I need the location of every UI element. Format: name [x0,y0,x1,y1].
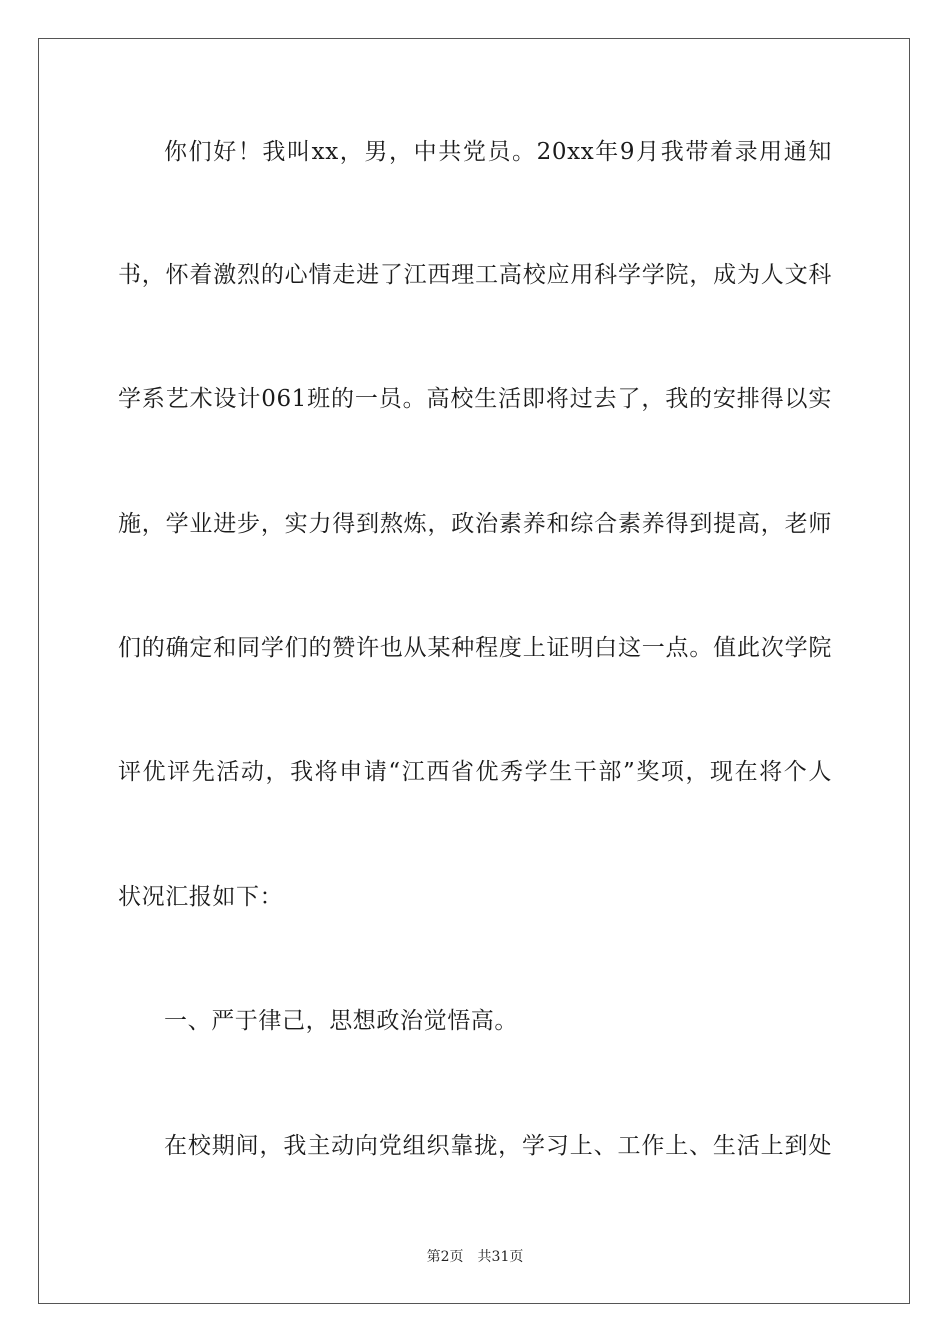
body-text-line: 评优评先活动，我将申请“江西省优秀学生干部”奖项，现在将个人 [118,759,832,785]
body-text-line: 们的确定和同学们的赞许也从某种程度上证明白这一点。值此次学院 [118,635,832,661]
section-heading: 一、严于律己，思想政治觉悟高。 [164,1008,518,1034]
body-text-line: 你们好！我叫xx，男，中共党员。20xx年9月我带着录用通知 [164,139,832,165]
page-footer [0,1248,950,1266]
body-text-line: 施，学业进步，实力得到熬炼，政治素养和综合素养得到提高，老师 [118,511,832,537]
body-text-line: 书，怀着激烈的心情走进了江西理工高校应用科学学院，成为人文科 [118,262,832,288]
total-pages: 共31页 [477,1249,524,1265]
body-text-line: 学系艺术设计061班的一员。高校生活即将过去了，我的安排得以实 [118,386,832,412]
page-border [38,38,910,1304]
body-text-line: 状况汇报如下： [118,884,284,910]
page-number: 第2页 [426,1249,464,1265]
body-text-line: 在校期间，我主动向党组织靠拢，学习上、工作上、生活上到处 [164,1133,832,1159]
